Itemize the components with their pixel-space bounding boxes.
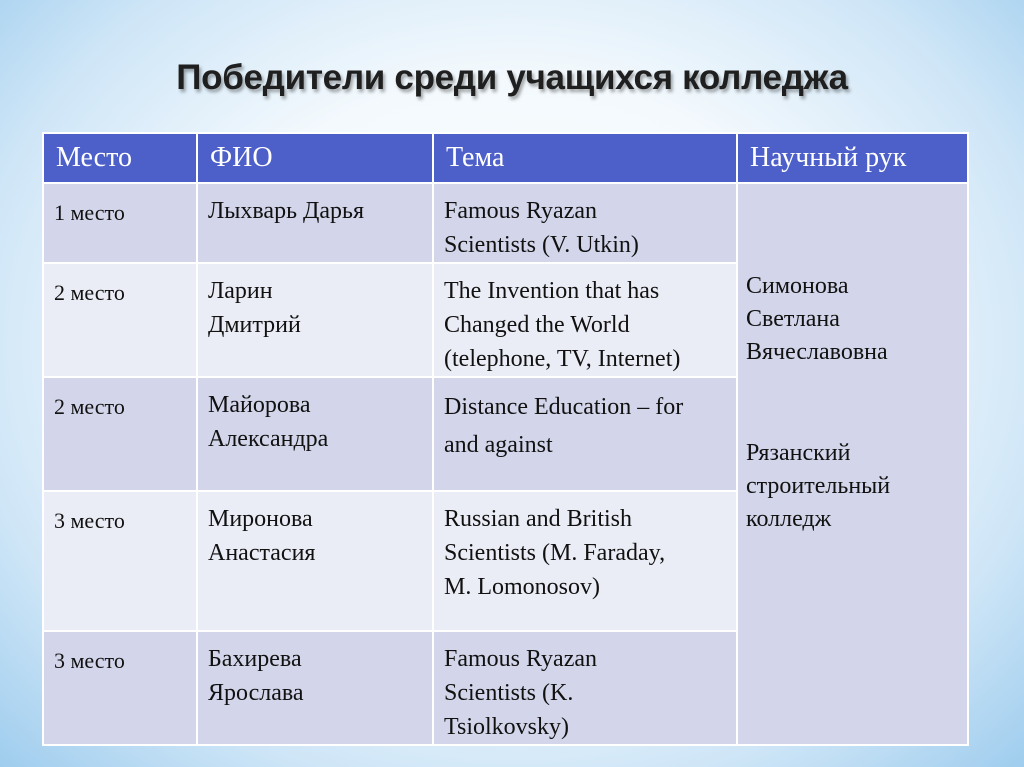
advisor-organization: Рязанский строительный колледж	[746, 440, 891, 532]
place-cell: 3 место	[43, 631, 197, 745]
name-cell: Лыхварь Дарья	[197, 183, 433, 263]
advisor-name: Симонова Светлана Вячеславовна	[746, 273, 888, 365]
table-header-row	[43, 133, 968, 183]
header-topic: Тема	[433, 133, 737, 183]
topic-cell: Russian and British Scientists (M. Faraday, M. Lomonosov)	[433, 491, 737, 631]
header-name: ФИО	[197, 133, 433, 183]
winners-table	[42, 132, 969, 746]
header-place: Место	[43, 133, 197, 183]
name-cell: Миронова Анастасия	[197, 491, 433, 631]
name-cell: Майорова Александра	[197, 377, 433, 491]
advisor-cell	[737, 183, 968, 745]
place-cell: 2 место	[43, 377, 197, 491]
topic-cell: Distance Education – for and against	[433, 377, 737, 491]
topic-cell: Famous Ryazan Scientists (V. Utkin)	[433, 183, 737, 263]
slide-title: Победители среди учащихся колледжа	[176, 58, 848, 97]
name-cell: Ларин Дмитрий	[197, 263, 433, 377]
table-row	[43, 183, 968, 263]
place-cell: 1 место	[43, 183, 197, 263]
place-cell: 2 место	[43, 263, 197, 377]
place-cell: 3 место	[43, 491, 197, 631]
topic-cell: Famous Ryazan Scientists (K. Tsiolkovsky)	[433, 631, 737, 745]
topic-cell: The Invention that has Changed the World (telephone, TV, Internet)	[433, 263, 737, 377]
header-advisor: Научный рук	[737, 133, 968, 183]
name-cell: Бахирева Ярослава	[197, 631, 433, 745]
